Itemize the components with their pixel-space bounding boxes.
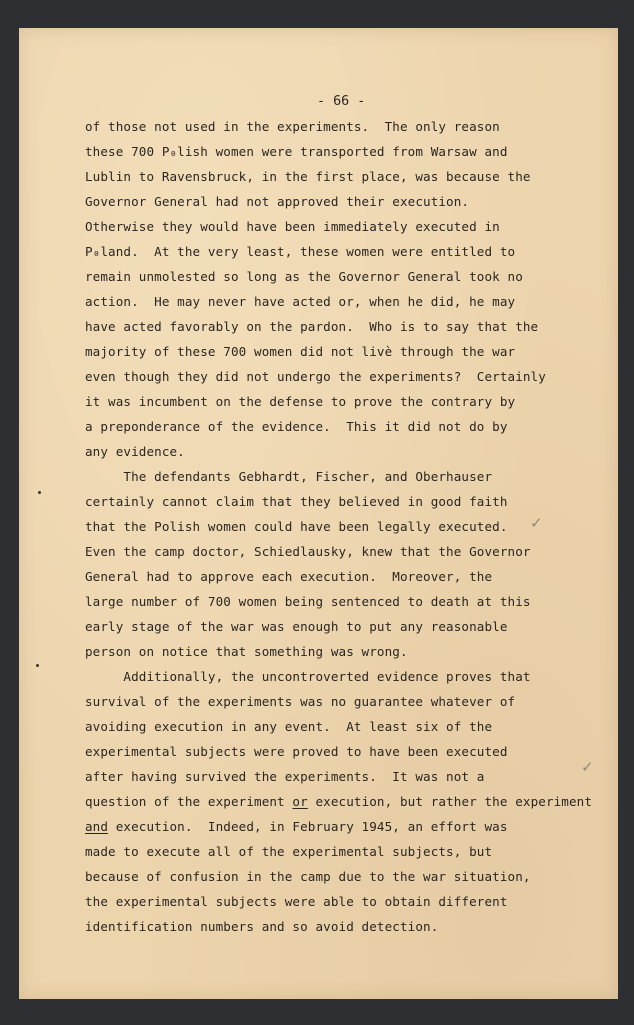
text-line: of those not used in the experiments. The only reason bbox=[85, 119, 500, 134]
check-mark-icon: ✓ bbox=[530, 514, 543, 532]
text-line: Lublin to Ravensbruck, in the first place, was because the bbox=[85, 169, 531, 184]
text-line: identification numbers and so avoid detection. bbox=[85, 919, 439, 934]
text-segment: question of the experiment bbox=[85, 794, 293, 809]
text-line-underlined-and bbox=[85, 819, 508, 834]
text-line: after having survived the experiments. It was not a bbox=[85, 769, 485, 784]
page-number: - 66 - bbox=[317, 94, 366, 109]
text-line: even though they did not undergo the experiments? Certainly bbox=[85, 369, 546, 384]
text-segment: execution, but rather the experiment bbox=[307, 794, 593, 809]
text-line: Even the camp doctor, Schiedlausky, knew that the Governor bbox=[85, 544, 531, 559]
punch-mark bbox=[38, 491, 41, 494]
text-line: a preponderance of the evidence. This it did not do by bbox=[85, 419, 508, 434]
text-line: made to execute all of the experimental subjects, but bbox=[85, 844, 493, 859]
underlined-word: or bbox=[292, 794, 308, 809]
text-line: majority of these 700 women did not livè through the war bbox=[85, 344, 516, 359]
text-line: experimental subjects were proved to have been executed bbox=[85, 744, 508, 759]
text-line: Governor General had not approved their execution. bbox=[85, 194, 470, 209]
text-segment: execution. Indeed, in February 1945, an effort was bbox=[108, 819, 508, 834]
punch-mark bbox=[36, 664, 39, 667]
text-line: certainly cannot claim that they believed in good faith bbox=[85, 494, 508, 509]
check-mark-icon: ✓ bbox=[581, 758, 594, 776]
text-line: it was incumbent on the defense to prove the contrary by bbox=[85, 394, 516, 409]
text-line: survival of the experiments was no guarantee whatever of bbox=[85, 694, 516, 709]
text-line: because of confusion in the camp due to the war situation, bbox=[85, 869, 531, 884]
text-line: person on notice that something was wrong. bbox=[85, 644, 408, 659]
text-line-underlined-or bbox=[85, 794, 592, 809]
text-line: P₀land. At the very least, these women were entitled to bbox=[85, 244, 516, 259]
text-line: have acted favorably on the pardon. Who is to say that the bbox=[85, 319, 539, 334]
text-line: General had to approve each execution. Moreover, the bbox=[85, 569, 493, 584]
typewritten-page bbox=[19, 28, 618, 999]
text-line: avoiding execution in any event. At least six of the bbox=[85, 719, 493, 734]
text-line: action. He may never have acted or, when he did, he may bbox=[85, 294, 516, 309]
text-line: the experimental subjects were able to obtain different bbox=[85, 894, 508, 909]
text-line: any evidence. bbox=[85, 444, 185, 459]
text-line: remain unmolested so long as the Governor General took no bbox=[85, 269, 523, 284]
text-line: early stage of the war was enough to put any reasonable bbox=[85, 619, 508, 634]
text-line: large number of 700 women being sentenced to death at this bbox=[85, 594, 531, 609]
text-line: Additionally, the uncontroverted evidence proves that bbox=[85, 669, 531, 684]
text-line: that the Polish women could have been legally executed. bbox=[85, 519, 508, 534]
underlined-word: and bbox=[85, 819, 109, 834]
text-line: The defendants Gebhardt, Fischer, and Oberhauser bbox=[85, 469, 493, 484]
text-line: these 700 P₀lish women were transported from Warsaw and bbox=[85, 144, 508, 159]
text-line: Otherwise they would have been immediately executed in bbox=[85, 219, 500, 234]
